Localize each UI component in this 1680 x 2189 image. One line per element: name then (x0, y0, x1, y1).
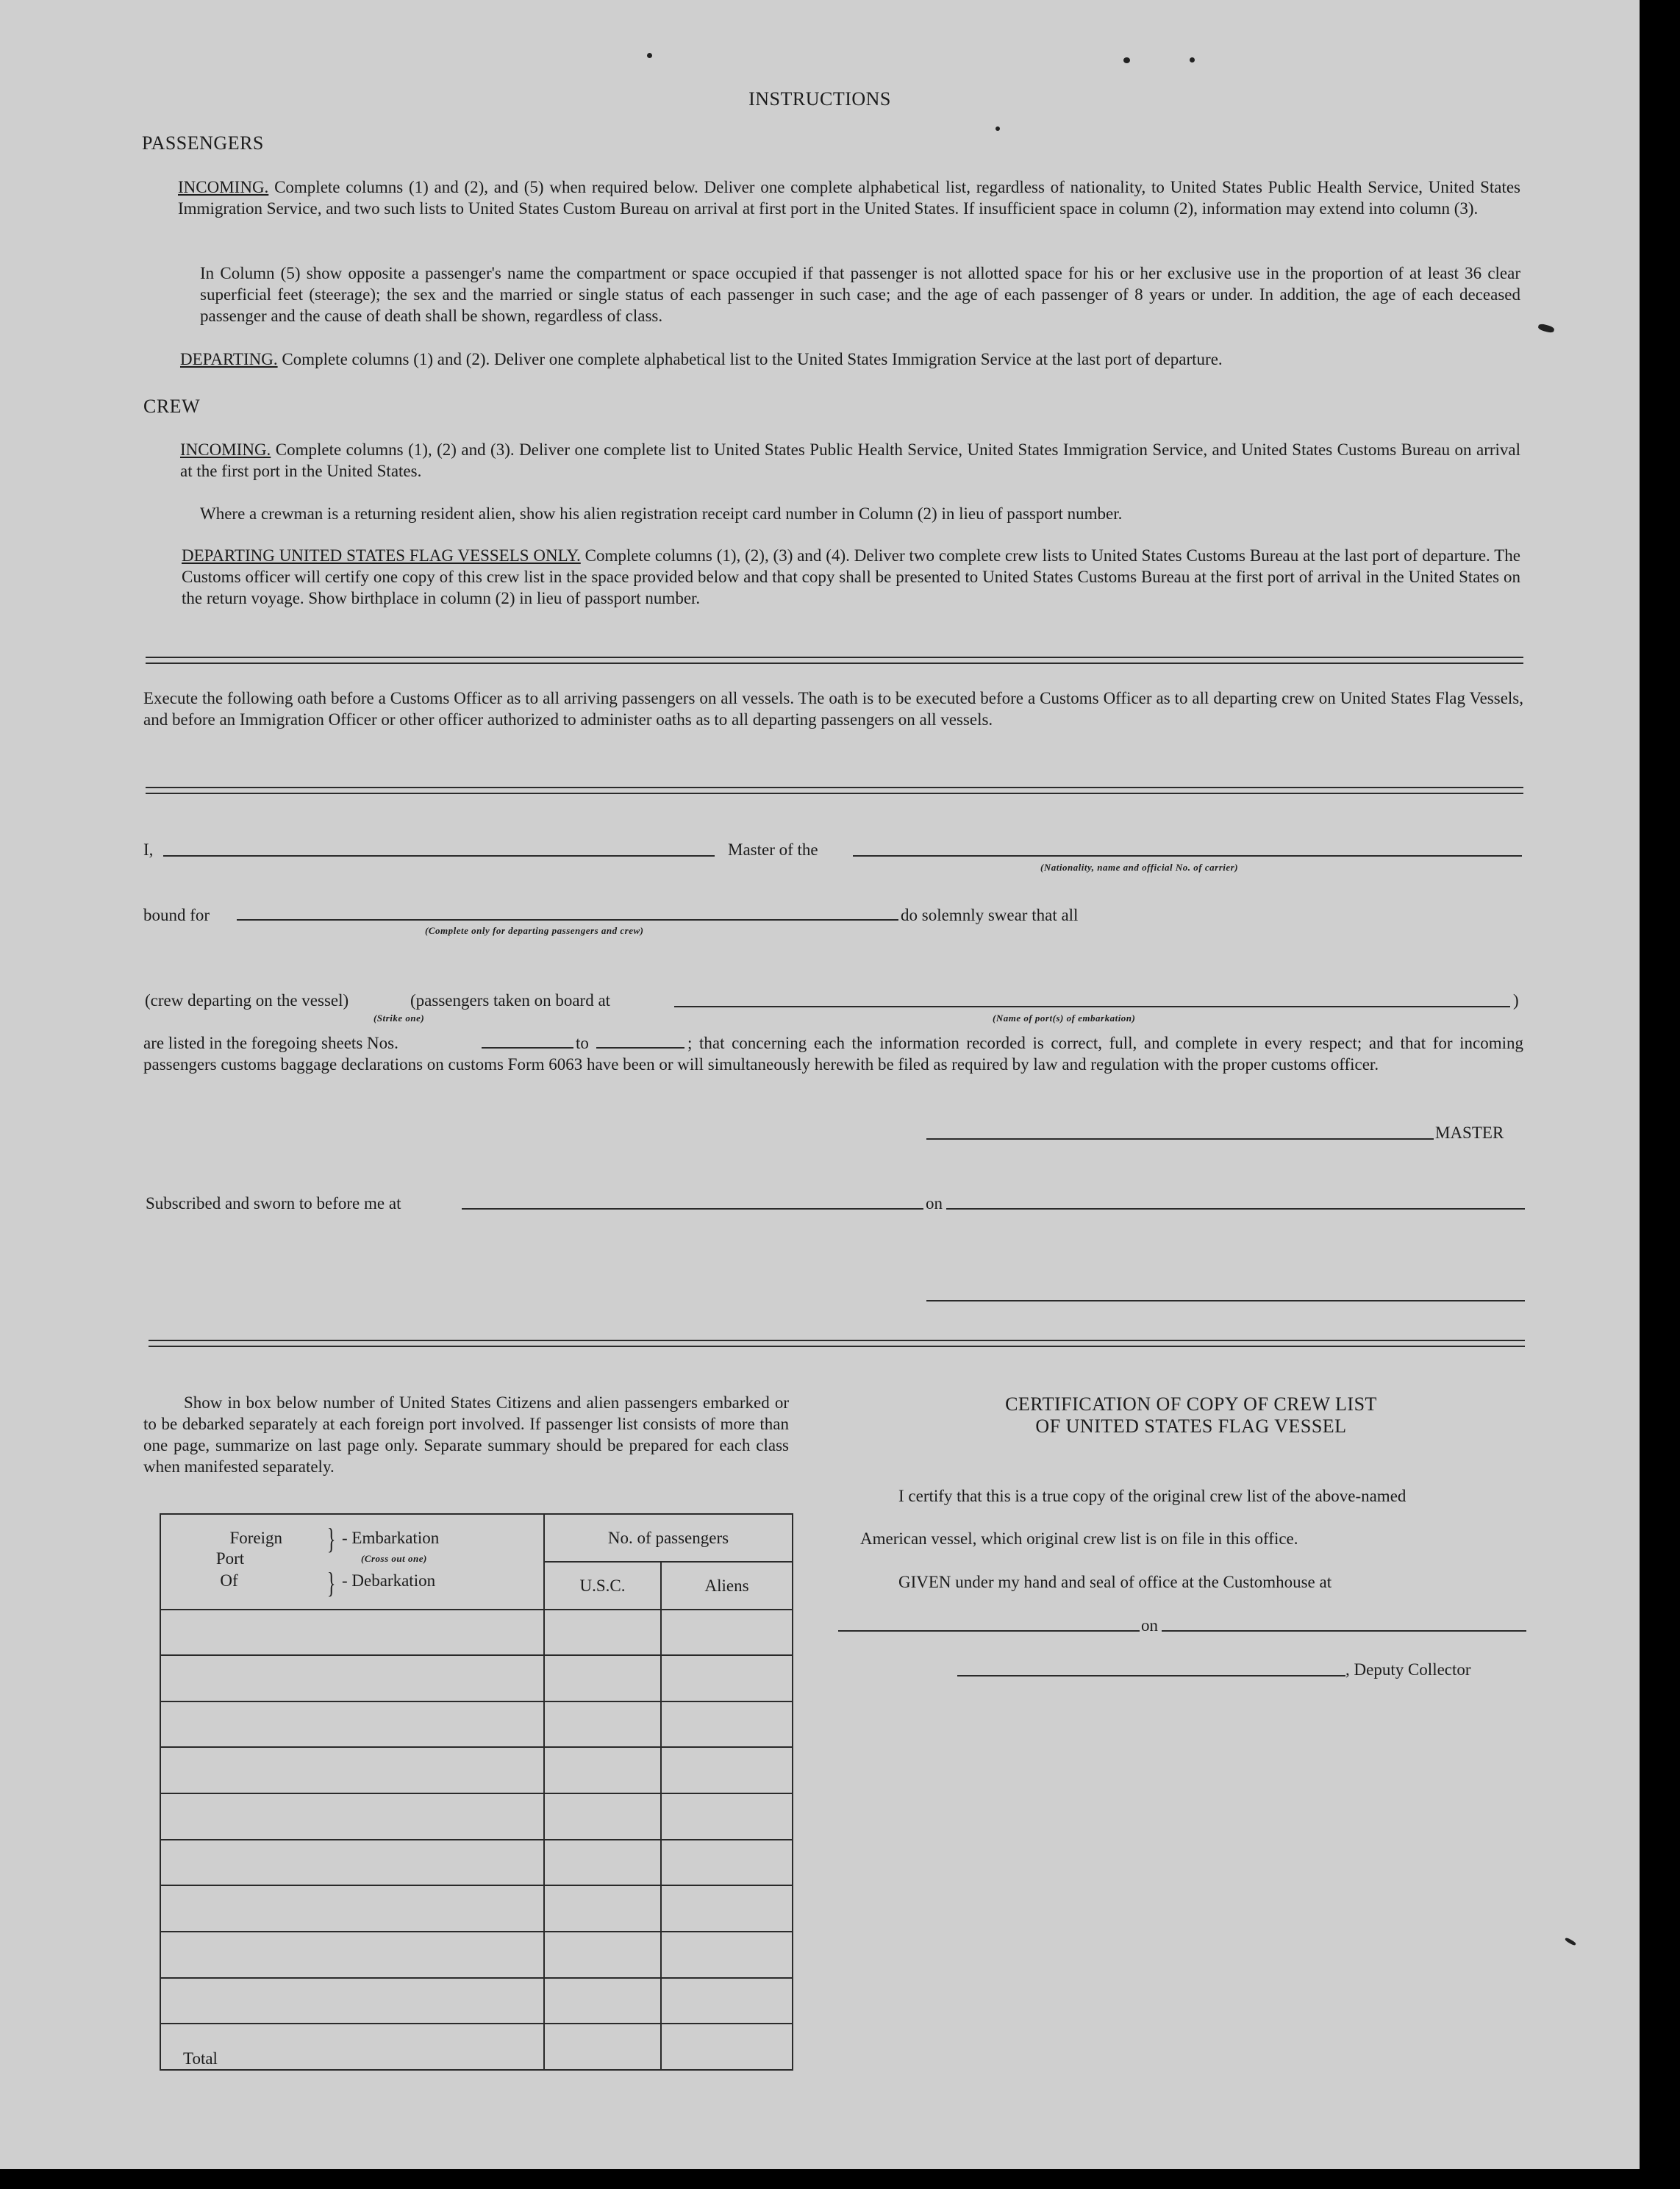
usc-total-cell[interactable] (544, 2024, 661, 2070)
carrier-note: (Nationality, name and official No. of carrier) (1040, 862, 1239, 873)
certify-date-field[interactable] (1162, 1630, 1526, 1632)
passengers-taken-option: (passengers taken on board at (410, 991, 611, 1010)
master-name-field[interactable] (163, 855, 715, 857)
cross-out-note: (Cross out one) (361, 1552, 427, 1564)
swear-text: do solemnly swear that all (901, 906, 1079, 924)
usc-cell[interactable] (544, 1840, 661, 1886)
oath-intro: Execute the following oath before a Customs Officer as to all arriving passengers on all vessels. The oath is to be executed before a Customs Officer as to all departing crew on United States Flag Vessels, and before an Immigration Officer or other officer authorized to administer oaths as to all departing passengers on all vessels. (143, 689, 1523, 729)
crew-incoming-text: Complete columns (1), (2) and (3). Deliver one complete list to United States Public Health Service, United States Immigration Service, and United States Customs Bureau on arrival at the first port in the United States. (180, 440, 1521, 480)
crew-departing-option: (crew departing on the vessel) (145, 991, 349, 1010)
port-note: (Name of port(s) of embarkation) (993, 1013, 1136, 1024)
usc-cell[interactable] (544, 1885, 661, 1932)
passengers-heading: PASSENGERS (142, 132, 264, 154)
customhouse-place-field[interactable] (838, 1630, 1140, 1632)
embarkation-label: - Embarkation (342, 1528, 440, 1547)
close-paren: ) (1513, 991, 1519, 1010)
deputy-signature-field[interactable] (957, 1675, 1345, 1676)
crew-departing-text: Complete columns (1), (2), (3) and (4). Deliver two complete crew lists to United States Customs Bureau at the last port of departure. The Customs officer will certify one copy of this crew list in the space provided below and that copy shall be presented to United States Customs Bureau at the first port of arrival in the United States on the return voyage. Show birthplace in column (2) in lieu of passport number. (182, 546, 1521, 607)
port-cell[interactable] (160, 1610, 544, 1656)
usc-cell[interactable] (544, 1747, 661, 1793)
total-label: Total (183, 2049, 218, 2068)
port-label: Port (215, 1549, 245, 1568)
master-label: MASTER (1435, 1124, 1504, 1142)
passengers-departing-label: DEPARTING. (180, 350, 278, 368)
aliens-cell[interactable] (661, 1978, 793, 2024)
scan-speck (1537, 323, 1555, 333)
certify-line2: American vessel, which original crew list is on file in this office. (860, 1529, 1298, 1548)
aliens-total-cell[interactable] (661, 2024, 793, 2070)
crew-departing-label: DEPARTING UNITED STATES FLAG VESSELS ONLY. (182, 546, 581, 565)
scan-speck (1565, 1937, 1576, 1946)
aliens-cell[interactable] (661, 1840, 793, 1886)
scan-speck (1123, 57, 1130, 63)
deputy-collector-label: , Deputy Collector (1345, 1660, 1471, 1679)
officer-signature-field[interactable] (926, 1300, 1525, 1301)
listed-text: ; that concerning each the information recorded is correct, full, and complete in every respect; and that for incoming passengers customs baggage declarations on customs Form 6063 have been or will simultaneously herewith be filed as required by law and regulation with the proper customs officer. (143, 1034, 1523, 1074)
aliens-cell[interactable] (661, 1885, 793, 1932)
crew-departing-paragraph (182, 545, 1520, 609)
port-cell[interactable] (160, 1793, 544, 1840)
section-divider (146, 787, 1523, 794)
passengers-column5-paragraph: In Column (5) show opposite a passenger's name the compartment or space occupied if that passenger is not allotted space for his or her exclusive use in the proportion of at least 36 clear superficial feet (steerage); the sex and the married or single status of each passenger in such case; and the age of each passenger of 8 years or under. In addition, the age of each deceased passenger and the cause of death shall be shown, regardless of class. (200, 264, 1520, 325)
port-cell[interactable] (160, 1932, 544, 1978)
aliens-cell[interactable] (661, 1747, 793, 1793)
aliens-header: Aliens (661, 1562, 793, 1610)
passengers-incoming-label: INCOMING. (178, 178, 269, 196)
certify-line3: GIVEN under my hand and seal of office at the Customhouse at (898, 1573, 1332, 1591)
listed-to: to (576, 1034, 589, 1052)
port-cell[interactable] (160, 1978, 544, 2024)
certify-on-label: on (1141, 1616, 1158, 1635)
port-header-cell (160, 1514, 544, 1610)
scan-speck (1190, 57, 1195, 63)
port-cell[interactable] (160, 1885, 544, 1932)
aliens-cell[interactable] (661, 1655, 793, 1701)
scan-speck (647, 53, 652, 58)
usc-cell[interactable] (544, 1978, 661, 2024)
sworn-on-label: on (926, 1194, 943, 1213)
oath-i-label: I, (143, 840, 154, 859)
bound-for-label: bound for (143, 906, 210, 924)
passengers-departing-text: Complete columns (1) and (2). Deliver one complete alphabetical list to the United States Immigration Service at the last port of departure. (282, 350, 1223, 368)
usc-cell[interactable] (544, 1701, 661, 1748)
certification-title-line2: OF UNITED STATES FLAG VESSEL (1035, 1415, 1347, 1437)
port-cell[interactable] (160, 1655, 544, 1701)
crew-incoming-label: INCOMING. (180, 440, 271, 459)
passengers-incoming-paragraph (178, 176, 1520, 219)
port-cell[interactable] (160, 1840, 544, 1886)
subscribed-label: Subscribed and sworn to before me at (146, 1194, 401, 1213)
brace-icon: } (326, 1565, 336, 1599)
passenger-summary-table (160, 1513, 793, 2071)
usc-cell[interactable] (544, 1610, 661, 1656)
usc-cell[interactable] (544, 1793, 661, 1840)
port-cell[interactable] (160, 1747, 544, 1793)
bound-for-field[interactable] (237, 919, 898, 921)
passengers-incoming-text: Complete columns (1) and (2), and (5) when required below. Deliver one complete alphabetical list, regardless of nationality, to United States Public Health Service, United States Immigration Service, and two such lists to United States Custom Bureau on arrival at first port in the United States. If insufficient space in column (2), information may extend into column (3). (178, 178, 1521, 218)
debarkation-label: - Debarkation (342, 1571, 436, 1590)
crew-resident-paragraph: Where a crewman is a returning resident alien, show his alien registration receipt card number in Column (2) in lieu of passport number. (200, 504, 1123, 523)
summary-instructions: Show in box below number of United States Citizens and alien passengers embarked or to be debarked separately at each foreign port involved. If passenger list consists of more than one page, summarize on last page only. Separate summary should be prepared for each class when manifested separately. (143, 1393, 789, 1476)
sworn-place-field[interactable] (462, 1208, 923, 1210)
brace-icon: } (326, 1521, 336, 1555)
foreign-label: Foreign (229, 1528, 282, 1547)
bound-for-note: (Complete only for departing passengers and crew) (425, 925, 644, 936)
no-passengers-header: No. of passengers (544, 1514, 793, 1562)
strike-note: (Strike one) (373, 1013, 425, 1024)
usc-cell[interactable] (544, 1655, 661, 1701)
crew-heading: CREW (143, 396, 201, 417)
aliens-cell[interactable] (661, 1932, 793, 1978)
aliens-cell[interactable] (661, 1610, 793, 1656)
instructions-title: INSTRUCTIONS (748, 88, 891, 110)
master-of-the-label: Master of the (728, 840, 818, 859)
certify-line1: I certify that this is a true copy of the original crew list of the above-named (898, 1487, 1406, 1505)
usc-cell[interactable] (544, 1932, 661, 1978)
scan-speck (996, 126, 1000, 131)
carrier-field[interactable] (853, 855, 1522, 857)
passengers-departing-paragraph (180, 349, 1526, 370)
total-label-cell (160, 2024, 544, 2070)
aliens-cell[interactable] (661, 1793, 793, 1840)
crew-incoming-paragraph (180, 439, 1520, 482)
port-cell[interactable] (160, 1701, 544, 1748)
section-divider (146, 657, 1523, 664)
aliens-cell[interactable] (661, 1701, 793, 1748)
certification-title-line1: CERTIFICATION OF COPY OF CREW LIST (1005, 1393, 1377, 1415)
master-signature-field[interactable] (926, 1138, 1434, 1140)
of-label: Of (220, 1571, 238, 1590)
listed-start: are listed in the foregoing sheets Nos. (143, 1034, 398, 1052)
usc-header: U.S.C. (544, 1562, 661, 1610)
section-divider (149, 1340, 1525, 1347)
embarkation-port-field[interactable] (674, 1006, 1510, 1007)
sworn-date-field[interactable] (946, 1208, 1525, 1210)
